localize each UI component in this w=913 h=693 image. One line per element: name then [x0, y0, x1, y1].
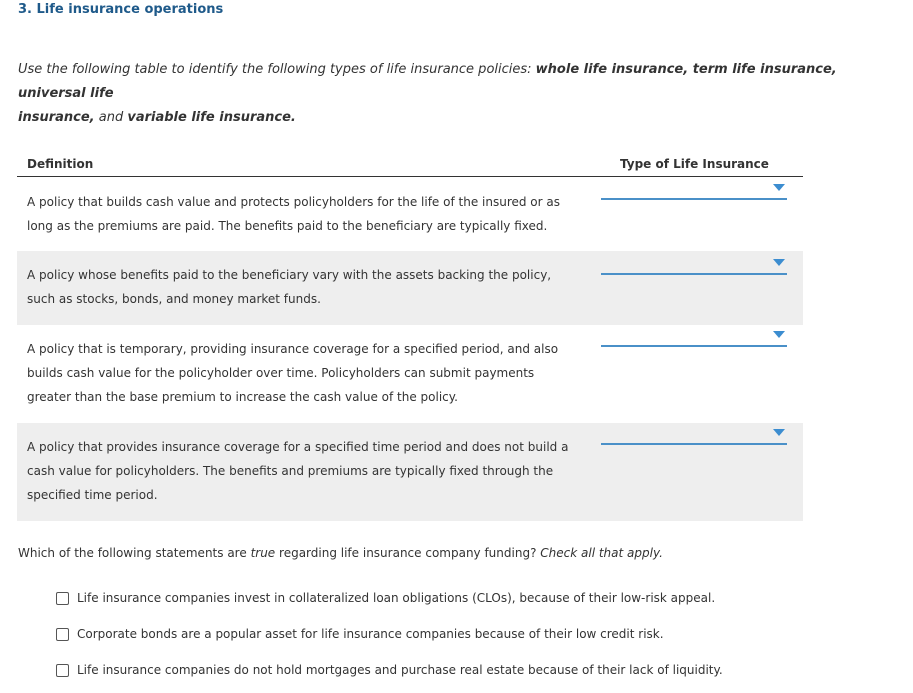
definition-text — [27, 190, 572, 238]
question-text: regarding life insurance company funding? — [279, 546, 537, 560]
definition-line: A policy whose benefits paid to the beneficiary vary with the assets backing the policy, — [27, 268, 552, 282]
option-mortgages[interactable] — [56, 663, 723, 677]
intro-types-1: whole life insurance, term life insurance, universal life — [18, 62, 837, 101]
definition-line: such as stocks, bonds, and money market funds. — [27, 292, 321, 306]
question-emphasis: true — [250, 546, 276, 560]
definition-line: long as the premiums are paid. The benefits paid to the beneficiary are typically fixed. — [27, 219, 548, 233]
table-row — [17, 325, 803, 423]
intro-types-2: insurance, — [18, 110, 95, 125]
option-corporate-bonds[interactable] — [56, 627, 664, 641]
option-clos[interactable] — [56, 591, 715, 605]
type-dropdown-3[interactable] — [601, 331, 787, 347]
option-label: Life insurance companies do not hold mortgages and purchase real estate because of their lack of liquidity. — [77, 663, 723, 677]
column-header-definition: Definition — [27, 157, 94, 171]
definition-text — [27, 337, 572, 409]
definition-line: cash value for policyholders. The benefits and premiums are typically fixed through the — [27, 464, 554, 478]
checkbox[interactable] — [56, 592, 69, 605]
checkbox[interactable] — [56, 628, 69, 641]
table-row — [17, 423, 803, 521]
definition-text — [27, 263, 572, 311]
definition-line: builds cash value for the policyholder over time. Policyholders can submit payments — [27, 366, 535, 380]
definition-line: A policy that builds cash value and protects policyholders for the life of the insured or as — [27, 195, 560, 209]
question-text: Which of the following statements are — [18, 546, 247, 560]
page-title: 3. Life insurance operations — [18, 2, 224, 17]
dropdown-arrow-icon — [773, 259, 785, 266]
type-dropdown-1[interactable] — [601, 184, 787, 200]
column-header-type: Type of Life Insurance — [620, 157, 769, 171]
option-label: Corporate bonds are a popular asset for life insurance companies because of their low credit risk. — [77, 627, 664, 641]
instructions — [18, 58, 898, 130]
table-header — [17, 150, 803, 177]
definition-line: A policy that provides insurance coverage for a specified time period and does not build a — [27, 440, 569, 454]
dropdown-arrow-icon — [773, 429, 785, 436]
policy-table — [17, 150, 803, 521]
definition-line: specified time period. — [27, 488, 158, 502]
checkbox[interactable] — [56, 664, 69, 677]
type-dropdown-2[interactable] — [601, 259, 787, 275]
table-row — [17, 251, 803, 325]
question-instruction: Check all that apply. — [540, 546, 663, 560]
intro-and: and — [98, 110, 124, 125]
type-dropdown-4[interactable] — [601, 429, 787, 445]
question-prompt — [18, 546, 663, 560]
intro-lead: Use the following table to identify the following types of life insurance policies: — [18, 62, 532, 77]
table-row — [17, 177, 803, 251]
option-label: Life insurance companies invest in collateralized loan obligations (CLOs), because of their low-risk appeal. — [77, 591, 716, 605]
intro-types-3: variable life insurance. — [127, 110, 296, 125]
definition-line: A policy that is temporary, providing insurance coverage for a specified period, and also — [27, 342, 559, 356]
definition-text — [27, 435, 572, 507]
dropdown-arrow-icon — [773, 331, 785, 338]
definition-line: greater than the base premium to increase the cash value of the policy. — [27, 390, 458, 404]
dropdown-arrow-icon — [773, 184, 785, 191]
